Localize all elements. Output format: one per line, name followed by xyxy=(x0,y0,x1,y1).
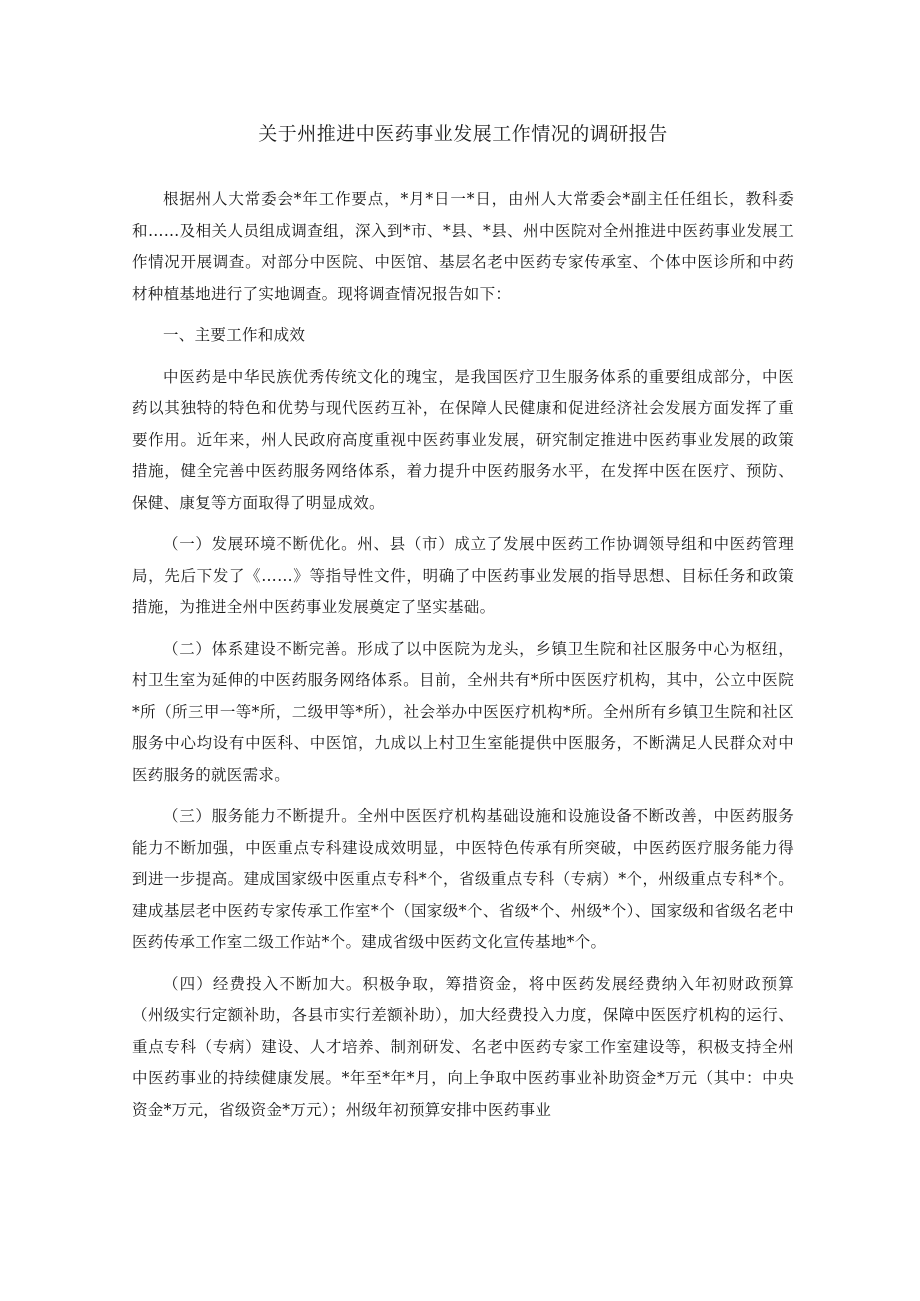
item-environment-paragraph: （一）发展环境不断优化。州、县（市）成立了发展中医药工作协调领导组和中医药管理局，先后下发了《……》等指导性文件，明确了中医药事业发展的指导思想、目标任务和政策措施，为推进全州中医药事业发展奠定了坚实基础。 xyxy=(132,535,794,616)
section-intro-paragraph: 中医药是中华民族优秀传统文化的瑰宝，是我国医疗卫生服务体系的重要组成部分，中医药以其独特的特色和优势与现代医药互补，在保障人民健康和促进经济社会发展方面发挥了重要作用。近年来，州人民政府高度重视中医药事业发展，研究制定推进中医药事业发展的政策措施，健全完善中医药服务网络体系，着力提升中医药服务水平，在发挥中医在医疗、预防、保健、康复等方面取得了明显成效。 xyxy=(132,367,794,512)
intro-paragraph: 根据州人大常委会*年工作要点，*月*日一*日，由州人大常委会*副主任任组长，教科委和……及相关人员组成调查组，深入到*市、*县、*县、州中医院对全州推进中医药事业发展工作情况开展调查。对部分中医院、中医馆、基层名老中医药专家传承室、个体中医诊所和中药材种植基地进行了实地调查。现将调查情况报告如下： xyxy=(132,190,794,303)
document-title: 关于州推进中医药事业发展工作情况的调研报告 xyxy=(258,123,668,145)
section-heading-main-work: 一、主要工作和成效 xyxy=(163,326,306,344)
item-system-paragraph: （二）体系建设不断完善。形成了以中医院为龙头，乡镇卫生院和社区服务中心为枢纽，村卫生室为延伸的中医药服务网络体系。目前，全州共有*所中医医疗机构，其中，公立中医院*所（所三甲一等*所，二级甲等*所），社会举办中医医疗机构*所。全州所有乡镇卫生院和社区服务中心均设有中医科、中医馆，九成以上村卫生室能提供中医服务，不断满足人民群众对中医药服务的就医需求。 xyxy=(132,639,794,784)
item-service-paragraph: （三）服务能力不断提升。全州中医医疗机构基础设施和设施设备不断改善，中医药服务能力不断加强，中医重点专科建设成效明显，中医特色传承有所突破，中医药医疗服务能力得到进一步提高。建成国家级中医重点专科*个，省级重点专科（专病）*个，州级重点专科*个。建成基层老中医药专家传承工作室*个（国家级*个、省级*个、州级*个）、国家级和省级名老中医药传承工作室二级工作站*个。建成省级中医药文化宣传基地*个。 xyxy=(132,807,794,951)
item-funding-paragraph: （四）经费投入不断加大。积极争取，筹措资金，将中医药发展经费纳入年初财政预算（州级实行定额补助，各县市实行差额补助），加大经费投入力度，保障中医医疗机构的运行、重点专科（专病）建设、人才培养、制剂研发、名老中医药专家工作室建设等，积极支持全州中医药事业的持续健康发展。*年至*年*月，向上争取中医药事业补助资金*万元（其中：中央资金*万元，省级资金*万元）；州级年初预算安排中医药事业 xyxy=(132,974,794,1119)
